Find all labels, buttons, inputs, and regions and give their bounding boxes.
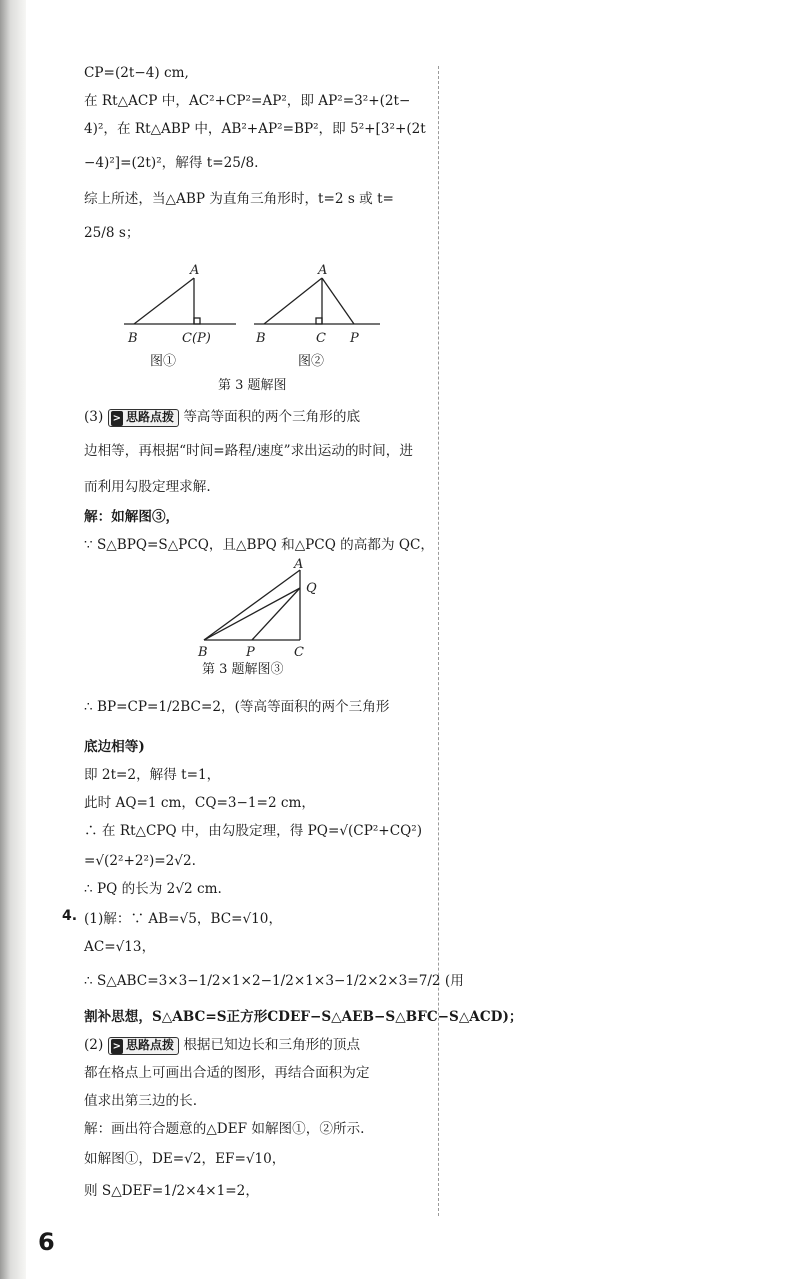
page-number: 6 <box>38 1228 55 1256</box>
text-line: 综上所述，当△ABP 为直角三角形时，t=2 s 或 t= <box>84 191 394 207</box>
figure-caption: 第 3 题解图 <box>218 378 287 393</box>
figure-caption: 第 3 题解图③ <box>202 662 284 677</box>
sub-caption: 图② <box>298 354 325 369</box>
text-line: 而利用勾股定理求解. <box>84 479 211 495</box>
text-line: 在 Rt△ACP 中，AC²+CP²=AP²，即 AP²=3²+(2t− <box>84 93 411 109</box>
figure-3-1-2 <box>124 262 424 362</box>
chevron-right-icon: > <box>112 413 121 424</box>
fig-label: A <box>294 558 304 572</box>
fig-label: P <box>350 331 359 346</box>
part-label: (2) <box>84 1037 104 1053</box>
text-line: 解：画出符合题意的△DEF 如解图①，②所示. <box>84 1121 365 1137</box>
fig-label: C <box>294 645 304 658</box>
column-divider <box>438 66 439 1216</box>
text-line: 割补思想，S△ABC=S正方形CDEF−S△AEB−S△BFC−S△ACD)； <box>84 1009 523 1025</box>
page: CP=(2t−4) cm, 在 Rt△ACP 中，AC²+CP²=AP²，即 AP²=3²+(2t− 4)²，在 Rt△ABP 中，AB²+AP²=BP²，即 5²+[3²+(2t −4)²]=(2t)²，解得 t=25/8. 综上所述，当△ABP 为直角三角形时，t=2 s 或 t= 25/8 s； A B C(P) A B C P 图① 图② 第 3 题解图 (3) > 思路点拨 等高等面积的两个三角形的底 边相等，再根据“时间=路程/速度”求出运动的时间，进 而利用勾股定理求解. 解：如解图③， ∵ S△BPQ=S△PCQ，且△BPQ 和△PCQ 的高都为 QC， A Q B P C 第 3 题解图③ ∴ BP=CP=1/2BC=2，(等高等面积的两个三角形 底边相等) 即 2t=2，解得 t=1， 此时 AQ=1 cm，CQ=3−1=2 cm， ∴ 在 Rt△CPQ 中，由勾股定理，得 PQ=√(CP²+CQ²) =√(2²+2²)=2√2. ∴ PQ 的长为 2√2 cm. 4. (1)解：∵ AB=√5，BC=√10， AC=√13， ∴ S△ABC=3×3−1/2×1×2−1/2×1×3−1/2×2×3=7/2 (用 割补思想，S△ABC=S正方形CDEF−S△AEB−S△BFC−S△ACD)； (2) > 思路点拨 根据已知边长和三角形的顶点 都在格点上可画出合适的图形，再结合面积为定 值求出第三边的长. 解：画出符合题意的△DEF 如解图①，②所示. 如解图①，DE=√2，EF=√10， 则 S△DEF=1/2×4×1=2， D E F E D F A a b c E c a b B C D A a b c E c a b B C D 6 <box>0 0 800 1279</box>
text-line: 此时 AQ=1 cm，CQ=3−1=2 cm， <box>84 795 316 811</box>
text-line: 底边相等) <box>84 739 145 755</box>
tip-label: 思路点拨 <box>125 1038 174 1052</box>
fig-label: B <box>198 645 208 658</box>
fig-label: A <box>190 263 200 278</box>
tip-line <box>84 408 360 427</box>
text-line: 如解图①，DE=√2，EF=√10， <box>84 1151 286 1167</box>
text-line: ∴ BP=CP=1/2BC=2，(等高等面积的两个三角形 <box>84 699 390 715</box>
tip-badge <box>108 1037 179 1055</box>
question-number: 4. <box>62 908 78 924</box>
tip-badge <box>108 409 179 427</box>
fig-label: Q <box>306 581 317 596</box>
sub-caption: 图① <box>150 354 177 369</box>
tip-text: 等高等面积的两个三角形的底 <box>183 409 361 425</box>
text-line: 值求出第三边的长. <box>84 1093 198 1109</box>
fig-label: C <box>316 331 326 346</box>
chevron-right-icon: > <box>112 1041 121 1052</box>
text-line: CP=(2t−4) cm, <box>84 65 189 81</box>
text-line: =√(2²+2²)=2√2. <box>84 853 196 869</box>
text-line: (1)解：∵ AB=√5，BC=√10， <box>84 911 283 927</box>
tip-label: 思路点拨 <box>125 410 174 424</box>
text-line: 25/8 s； <box>84 225 140 241</box>
text-line: 都在格点上可画出合适的图形，再结合面积为定 <box>84 1065 370 1081</box>
text-line: ∴ PQ 的长为 2√2 cm. <box>84 881 222 897</box>
page-left-edge <box>0 0 26 1279</box>
fig-label: P <box>246 645 255 658</box>
text-line: 边相等，再根据“时间=路程/速度”求出运动的时间，进 <box>84 443 413 459</box>
text-line: 则 S△DEF=1/2×4×1=2， <box>84 1183 259 1199</box>
fig-label: B <box>128 331 138 346</box>
tip-line <box>84 1036 360 1055</box>
text-line: 即 2t=2，解得 t=1， <box>84 767 221 783</box>
text-line: ∴ 在 Rt△CPQ 中，由勾股定理，得 PQ=√(CP²+CQ²) <box>84 823 422 839</box>
fig-label: C(P) <box>182 331 211 346</box>
text-line: AC=√13， <box>84 939 156 955</box>
fig-label: A <box>318 263 328 278</box>
text-line: ∵ S△BPQ=S△PCQ，且△BPQ 和△PCQ 的高都为 QC， <box>84 537 435 553</box>
part-label: (3) <box>84 409 104 425</box>
fig-label: B <box>256 331 266 346</box>
text-line: 解：如解图③， <box>84 509 180 525</box>
tip-text: 根据已知边长和三角形的顶点 <box>183 1037 361 1053</box>
figure-3-3 <box>194 558 344 658</box>
text-line: ∴ S△ABC=3×3−1/2×1×2−1/2×1×3−1/2×2×3=7/2 (用 <box>84 973 464 989</box>
text-line: 4)²，在 Rt△ABP 中，AB²+AP²=BP²，即 5²+[3²+(2t <box>84 121 426 137</box>
text-line: −4)²]=(2t)²，解得 t=25/8. <box>84 155 259 171</box>
